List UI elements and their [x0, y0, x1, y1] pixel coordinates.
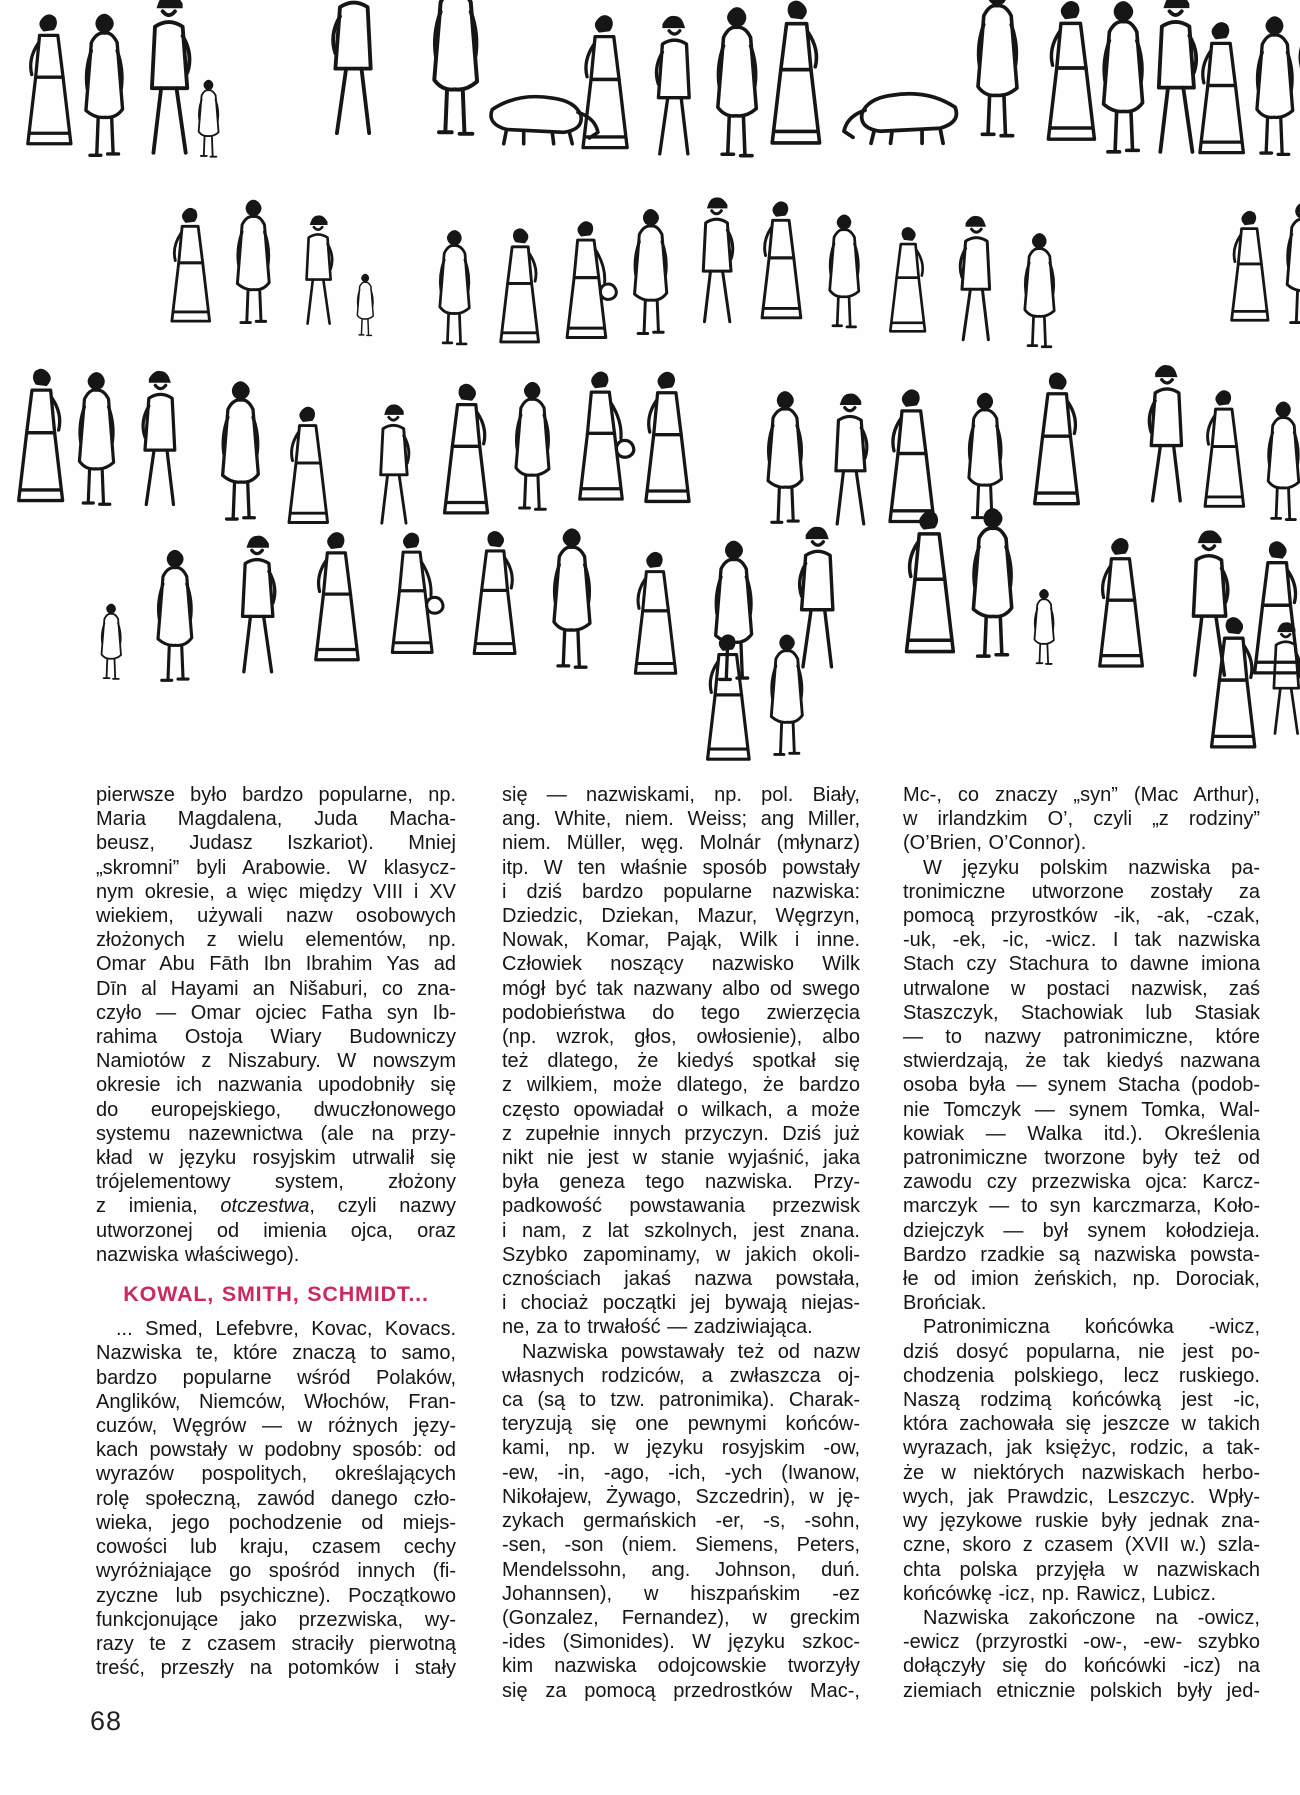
text-line: itp. W ten właśnie sposób powstały — [502, 856, 860, 879]
person-sketch — [1149, 365, 1181, 501]
text-line: Naszą rodzimą końcówką jest -ic, — [903, 1389, 1260, 1412]
text-line: tronimiczne utworzone zostały za — [903, 880, 1260, 903]
text-line: Dīn al Hayami an Nišaburi, co zna- — [96, 977, 456, 1000]
text-line: „skromni” byli Arabowie. W klasycz- — [96, 856, 456, 879]
text-line: zawodu czy przezwiska ojca: Karcz- — [903, 1171, 1260, 1194]
person-sketch — [440, 230, 469, 344]
person-sketch — [800, 527, 833, 667]
text-line: do europejskiego, dwuczłonowego — [96, 1098, 456, 1121]
text-line: Nazwiska te, które znaczą to samo, — [96, 1342, 456, 1365]
text-line: kowiak — Walka itd.). Określenia — [903, 1122, 1260, 1145]
text-line: systemu nazewnictwa (ale na przy- — [96, 1122, 456, 1145]
text-line: z wilkiem, może dlatego, że bardzo — [502, 1074, 860, 1097]
text-line: dziś dosyć popularna, nie jest po- — [903, 1340, 1260, 1363]
person-sketch — [316, 532, 359, 660]
text-line: -ew, -in, -ago, -ich, -ych (Iwanow, — [502, 1461, 860, 1484]
text-line: często opowiadał o wilkach, a może — [502, 1098, 860, 1121]
person-sketch — [101, 604, 120, 679]
person-sketch — [333, 0, 371, 133]
text-line: nym okresie, a więc między VIII i XV — [96, 880, 456, 903]
text-line: trójelementowy system, złożony — [96, 1171, 456, 1194]
text-line: w irlandzkim O’, czyli „z rodziny” — [903, 808, 1260, 831]
text-line: treść, przeszły na potomków i stały — [96, 1657, 456, 1680]
text-line: chodzenia polskiego, lecz ruskiego. — [903, 1364, 1260, 1387]
text-line: która zachowała się jeszcze w takich — [903, 1413, 1260, 1436]
person-sketch — [772, 1, 819, 143]
text-line: rolę społeczną, zawód danego czło- — [96, 1487, 456, 1510]
text-line: Patronimiczna końcówka -wicz, — [923, 1316, 1260, 1339]
text-line: wyrazów pospolitych, określających — [96, 1463, 456, 1486]
text-line: ziemiach etnicznie polskich były jed- — [903, 1679, 1260, 1702]
text-line: Szybko zapominamy, w jakich okoli- — [502, 1243, 860, 1266]
text-line: ... Smed, Lefebvre, Kovac, Kovacs. — [116, 1318, 456, 1341]
text-line: że w niektórych nazwiskach herbo- — [903, 1461, 1260, 1484]
text-line: Nikołajew, Żywago, Szczedrin), w ję- — [502, 1485, 860, 1508]
person-sketch — [474, 531, 515, 653]
person-sketch — [1025, 233, 1054, 347]
person-sketch — [223, 381, 259, 519]
person-sketch — [307, 215, 333, 323]
page-number: 68 — [90, 1706, 123, 1736]
text-line: padkowość powstawania przezwisk — [502, 1195, 860, 1218]
person-sketch — [434, 0, 477, 134]
text-line: Mc-, co znaczy „syn” (Mac Arthur), — [903, 784, 1260, 806]
text-line: Maria Magdalena, Juda Macha- — [96, 808, 456, 831]
text-line: -ewicz (przyrostki -ow-, -ew- szybko — [903, 1631, 1260, 1654]
text-line: chta polska przyjęła w nazwiskach — [903, 1558, 1260, 1581]
text-line: pierwsze było bardzo popularne, np. — [96, 784, 456, 806]
text-column-3 — [903, 783, 1260, 1703]
person-sketch — [656, 16, 689, 154]
text-line: Anglików, Niemców, Włochów, Fran- — [96, 1390, 456, 1413]
person-sketch — [243, 536, 275, 672]
text-line: cuzów, Węgrów — w różnych języ- — [96, 1415, 456, 1438]
person-sketch — [907, 511, 954, 652]
person-sketch — [1287, 203, 1300, 323]
person-sketch — [1257, 16, 1293, 154]
text-line: marczyk — to syn karczmarza, Koło- — [903, 1195, 1260, 1218]
text-line: czyło — Omar ojciec Fatha syn Ib- — [96, 1001, 456, 1024]
text-line: razy te z czasem straciły pierwotną — [96, 1632, 456, 1655]
text-line: i dziś bardzo popularne nazwiska: — [502, 880, 860, 903]
text-line: cowości lub kraju, czasem cechy — [96, 1536, 456, 1559]
person-sketch — [172, 208, 210, 321]
person-sketch — [357, 274, 373, 336]
text-line: wy językowe ruskie były jednak zna- — [903, 1510, 1260, 1533]
person-sketch — [392, 533, 443, 653]
horse-cart-sketch — [844, 94, 956, 144]
text-line: łe od imion żeńskich, np. Dorociak, — [903, 1268, 1260, 1291]
person-sketch — [516, 382, 549, 509]
text-line: (O’Brien, O’Connor). — [903, 832, 1087, 855]
person-sketch — [152, 0, 190, 153]
person-sketch — [1205, 390, 1244, 506]
person-sketch — [28, 14, 71, 143]
text-line: Dziedzic, Dziekan, Mazur, Węgrzyn, — [502, 905, 860, 928]
text-line: złożonych z wielu elementów, np. — [96, 929, 456, 952]
text-line: teryzują się one pewnymi końców- — [502, 1413, 860, 1436]
text-line: wych, jak Prawdzic, Leszczyc. Wpły- — [903, 1485, 1260, 1508]
text-line: dołączyły się do końcówki -icz) na — [903, 1655, 1260, 1678]
text-line: Staszczyk, Stachowiak lub Stasiak — [903, 1001, 1260, 1024]
text-line: Omar Abu Fāth Ibn Ibrahim Yas ad — [96, 953, 456, 976]
person-sketch — [718, 7, 756, 156]
text-line: -uk, -ek, -ic, -wicz. I tak nazwiska — [903, 929, 1260, 952]
text-line: -ides (Simonides). W języku szkoc- — [502, 1631, 860, 1654]
person-sketch — [1034, 589, 1053, 664]
person-sketch — [445, 384, 488, 513]
text-line: kach powstały w podobny sposób: od — [96, 1439, 456, 1462]
person-sketch — [501, 228, 539, 342]
person-sketch — [1104, 1, 1143, 152]
person-sketch — [703, 197, 732, 321]
text-line: Nazwiska zakończone na -owicz, — [923, 1606, 1260, 1629]
text-line: Johannsen), w hiszpańskim -ez — [502, 1582, 860, 1605]
person-sketch — [567, 221, 616, 337]
person-sketch — [1048, 1, 1094, 139]
person-sketch — [973, 508, 1011, 656]
person-sketch — [158, 550, 192, 680]
section-heading: KOWAL, SMITH, SCHMIDT... — [123, 1282, 429, 1307]
text-column-2 — [502, 783, 860, 1703]
person-sketch — [960, 216, 989, 340]
text-line: (np. wzrok, głos, owłosienie), albo — [502, 1026, 860, 1049]
person-sketch — [79, 372, 113, 504]
text-line: ang. White, niem. Weiss; ang Miller, — [502, 808, 860, 831]
text-line: kład w języku rosyjskim utrwalił się — [96, 1147, 456, 1170]
person-sketch — [1200, 22, 1243, 152]
text-column-1 — [96, 783, 456, 1680]
text-line: osoba była — synem Stacha (podob- — [903, 1074, 1260, 1097]
text-line: się za pomocą przedrostków Mac-, — [502, 1679, 860, 1702]
text-line: kami, np. w języku rosyjskim -ow, — [502, 1437, 860, 1460]
person-sketch — [890, 389, 934, 521]
person-sketch — [1232, 211, 1268, 320]
text-line: nie Tomczyk — synem Tomka, Wal- — [903, 1098, 1260, 1121]
text-line: się — nazwiskami, np. pol. Biały, — [502, 784, 860, 806]
text-line: wyrazach, jak księżyc, rodzic, a tak- — [903, 1437, 1260, 1460]
person-sketch — [1268, 401, 1299, 519]
text-line: wiekiem, używali nazw osobowych — [96, 905, 456, 928]
person-sketch — [143, 371, 175, 505]
text-line: utrwalone w postaci nazwisk, zaś — [903, 977, 1260, 1000]
text-line: też dlatego, że kiedyś spotkał się — [502, 1050, 860, 1073]
text-line: Nowak, Komar, Pająk, Wilk i inne. — [502, 929, 860, 952]
text-line: Brońciak. — [903, 1292, 987, 1315]
text-line: mógł być tak nazwany albo od swego — [502, 977, 860, 1000]
person-sketch — [646, 372, 689, 502]
person-sketch — [768, 391, 802, 522]
person-sketch — [716, 541, 752, 680]
text-line: nazwiska właściwego). — [96, 1243, 300, 1266]
text-line: zykach germańskich -er, -s, -sohn, — [502, 1510, 860, 1533]
text-line: niem. Müller, węg. Molnár (młynarz) — [502, 832, 860, 855]
text-line: z zupełnie innych przyczyn. Dziś już — [502, 1122, 860, 1145]
person-sketch — [381, 404, 409, 523]
person-sketch — [978, 0, 1017, 136]
text-line: Nazwiska powstawały też od nazw — [522, 1340, 860, 1363]
text-line: ca (są to tzw. patronimika). Charak- — [502, 1389, 860, 1412]
person-sketch — [771, 634, 802, 754]
text-line: okresie ich nazwania upodobniły się — [96, 1074, 456, 1097]
text-line: i chociaż początki jej bywają niejas- — [502, 1292, 860, 1315]
person-sketch — [1035, 372, 1079, 503]
person-sketch — [1100, 538, 1143, 666]
text-line: stwierdzają, że tak kiedyś nazwana — [903, 1050, 1260, 1073]
text-line: cznościach jakaś nazwa powstała, — [502, 1268, 860, 1291]
text-line: zyczne lub psychiczne). Początkowo — [96, 1584, 456, 1607]
person-sketch — [969, 393, 1002, 519]
crowd-sketch-illustration — [0, 0, 1300, 772]
text-line: ne, za to trwałość — zadziwiająca. — [502, 1316, 813, 1339]
person-sketch — [635, 552, 675, 673]
text-line: z imienia, otczestwa, czyli nazwy — [96, 1195, 456, 1218]
person-sketch — [836, 394, 867, 524]
person-sketch — [199, 80, 219, 157]
text-line: Mendelssohn, ang. Johnson, duń. — [502, 1558, 860, 1581]
person-sketch — [289, 407, 328, 523]
text-line: utworzonej od imienia ojca, oraz — [96, 1219, 456, 1242]
person-sketch — [762, 201, 801, 317]
text-line: beusz, Judasz Iszkariot). Mniej — [96, 832, 456, 855]
person-sketch — [583, 15, 627, 147]
person-sketch — [635, 209, 667, 333]
text-line: i nam, z lat szkolnych, jest znana. — [502, 1219, 860, 1242]
text-line: funkcjonujące jako przezwiska, wy- — [96, 1608, 456, 1631]
text-line: Człowiek noszący nazwisko Wilk — [502, 953, 860, 976]
text-line: (Gonzalez, Fernandez), w greckim — [502, 1606, 860, 1629]
text-line: nikt nie jest w stanie wyjaśnić, jaka — [502, 1147, 860, 1170]
person-sketch — [237, 200, 269, 323]
person-sketch — [1159, 0, 1196, 152]
text-line: Bardzo rzadkie są nazwiska powsta- — [903, 1243, 1260, 1266]
person-sketch — [830, 214, 859, 326]
text-line: -sen, -son (niem. Siemens, Peters, — [502, 1534, 860, 1557]
text-line: Stach czy Stachura to dawne imiona — [903, 953, 1260, 976]
text-line: pomocą przyrostków -ik, -ak, -czak, — [903, 905, 1260, 928]
text-line: była geneza tego nazwiska. Przy- — [502, 1171, 860, 1194]
person-sketch — [890, 227, 925, 331]
text-line: czne, skoro z czasem (XVII w.) szla- — [903, 1534, 1260, 1557]
person-sketch — [86, 14, 123, 156]
text-line: własnych rodziców, a zwłaszcza oj- — [502, 1364, 860, 1387]
text-line: Namiotów z Niszabury. W nowszym — [96, 1050, 456, 1073]
text-line: kim nazwiska odojcowskie tworzyły — [502, 1655, 860, 1678]
text-line: dziejczyk — był synem kołodzieja. — [903, 1219, 1260, 1242]
text-line: patronimiczne tworzone były też od — [903, 1147, 1260, 1170]
text-line: rahima Ostoja Wiary Budowniczy — [96, 1026, 456, 1049]
text-line: podobieństwa do tego zwierzęcia — [502, 1001, 860, 1024]
text-line: wieka, jego pochodzenie od miejs- — [96, 1511, 456, 1534]
text-line: wyróżniające go spośród innych (fi- — [96, 1560, 456, 1583]
text-line: W języku polskim nazwiska pa- — [923, 856, 1260, 879]
text-line: — to nazwy patronimiczne, które — [903, 1026, 1260, 1049]
text-line: końcówkę -icz, np. Rawicz, Lubicz. — [903, 1582, 1217, 1605]
text-line: bardzo popularne wśród Polaków, — [96, 1366, 456, 1389]
person-sketch — [580, 371, 634, 499]
person-sketch — [554, 528, 590, 667]
person-sketch — [19, 369, 63, 501]
horse-cart-sketch — [491, 97, 598, 144]
